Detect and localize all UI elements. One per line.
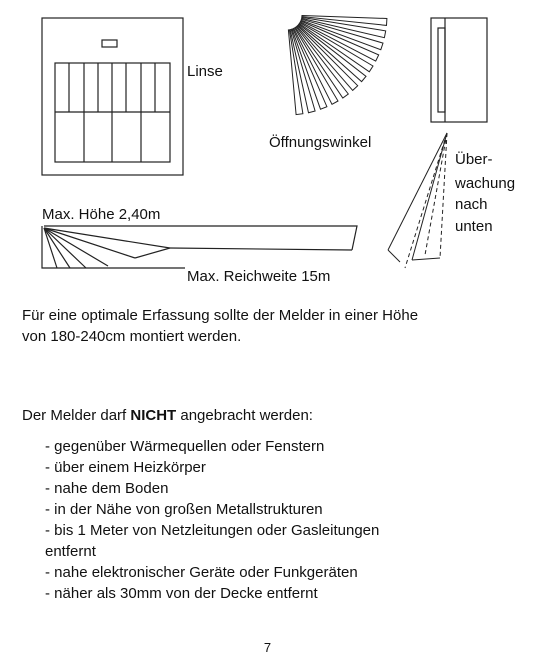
- mounting-line-2: von 180-240cm montiert werden.: [22, 328, 242, 345]
- restriction-item: - über einem Heizkörper: [45, 459, 206, 476]
- page-number: 7: [263, 640, 272, 655]
- label-down-line2: wachung: [455, 175, 516, 192]
- opening-angle-fan: [288, 16, 387, 115]
- restriction-item: - in der Nähe von großen Metallstrukturen: [45, 501, 323, 518]
- range-diagram: [42, 226, 357, 268]
- restriction-item: - gegenüber Wärmequellen oder Fenstern: [45, 438, 325, 455]
- restriction-item: entfernt: [45, 543, 96, 560]
- mounting-line-1: Für eine optimale Erfassung sollte der Melder in einer Höhe: [22, 307, 419, 324]
- detector-side-view: [431, 18, 487, 122]
- restriction-item: - näher als 30mm von der Decke entfernt: [45, 585, 318, 602]
- label-opening-angle: Öffnungswinkel: [269, 134, 372, 151]
- restriction-list: [45, 436, 515, 604]
- restriction-item: - bis 1 Meter von Netzleitungen oder Gasleitungen: [45, 522, 380, 539]
- label-lens: Linse: [187, 63, 223, 80]
- detector-figures: [0, 0, 535, 300]
- label-down-line4: unten: [455, 218, 493, 235]
- warning-heading: [22, 405, 313, 426]
- label-max-range: Max. Reichweite 15m: [187, 268, 331, 285]
- label-down-line1: Über-: [455, 151, 493, 168]
- warning-prefix: Der Melder darf: [22, 407, 131, 424]
- warning-not: NICHT: [130, 407, 177, 424]
- detector-front-view: [42, 18, 183, 175]
- warning-suffix: angebracht werden:: [176, 407, 313, 424]
- mounting-paragraph: [22, 305, 418, 347]
- label-max-height: Max. Höhe 2,40m: [42, 206, 161, 223]
- restriction-item: - nahe dem Boden: [45, 480, 169, 497]
- restriction-item: - nahe elektronischer Geräte oder Funkgeräten: [45, 564, 358, 581]
- label-down-line3: nach: [455, 196, 488, 213]
- downward-monitoring-cone: [388, 133, 447, 268]
